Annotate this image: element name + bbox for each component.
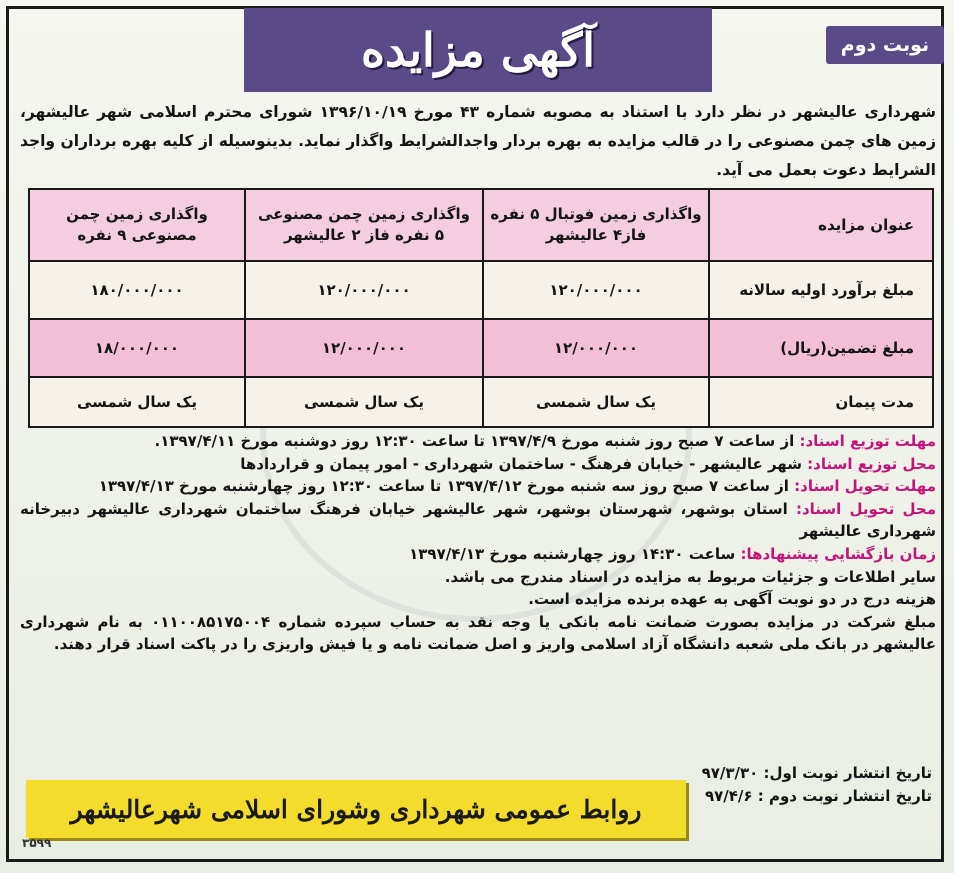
info-line <box>20 453 936 476</box>
table-cell: ۱۲۰/۰۰۰/۰۰۰ <box>483 261 709 319</box>
info-value: استان بوشهر، شهرستان بوشهر، شهر عالیشهر خیابان فرهنگ ساختمان شهرداری عالیشهر دبیرخانه شهرداری عالیشهر <box>20 499 936 541</box>
table-header-row <box>29 189 933 261</box>
notice-code: ۳۵۹۹ <box>22 836 52 850</box>
info-value: از ساعت ۷ صبح روز سه شنبه مورخ ۱۳۹۷/۴/۱۲ تا ساعت ۱۲:۳۰ روز چهارشنبه مورخ ۱۳۹۷/۴/۱۳ <box>98 477 795 496</box>
table-cell: ۱۲/۰۰۰/۰۰۰ <box>245 319 483 377</box>
notice-title: آگهی مزایده <box>360 23 596 77</box>
info-key: محل تحویل اسناد: <box>795 499 936 518</box>
table-row <box>29 377 933 427</box>
table-cell: ۱۲۰/۰۰۰/۰۰۰ <box>245 261 483 319</box>
info-line <box>20 611 936 656</box>
info-value: هزینه درج در دو نوبت آگهی به عهده برنده مزایده است. <box>528 590 936 609</box>
title-band <box>244 8 712 92</box>
info-key: مهلت تحویل اسناد: <box>794 477 936 496</box>
info-line <box>20 543 936 566</box>
footer-signature: روابط عمومی شهرداری وشورای اسلامی شهرعالیشهر <box>70 794 642 824</box>
table-cell: ۱۲/۰۰۰/۰۰۰ <box>483 319 709 377</box>
table-cell: یک سال شمسی <box>483 377 709 427</box>
info-line <box>20 430 936 453</box>
info-section <box>20 430 936 656</box>
table-row <box>29 319 933 377</box>
row-label: مبلغ تضمین(ریال) <box>709 319 933 377</box>
intro-paragraph: شهرداری عالیشهر در نظر دارد با استناد به مصوبه شماره ۴۳ مورخ ۱۳۹۶/۱۰/۱۹ شورای محترم اسلامی شهر عالیشهر، زمین های چمن مصنوعی را در قالب مزایده به بهره بردار واجدالشرایط واگذار نماید. بدینوسیله از کلیه بهره برداران واجد الشرایط دعوت بعمل می آید. <box>20 103 936 179</box>
edition-badge: نوبت دوم <box>826 26 944 64</box>
table-cell: یک سال شمسی <box>29 377 245 427</box>
table-header-cell: عنوان مزایده <box>709 189 933 261</box>
footer-band <box>26 780 686 838</box>
info-key: مهلت توزیع اسناد: <box>799 432 936 450</box>
info-key: محل توزیع اسناد: <box>807 454 936 473</box>
table-header-cell: واگذاری زمین چمن مصنوعی ۹ نفره <box>29 189 245 261</box>
info-line <box>20 475 936 498</box>
info-value: سایر اطلاعات و جزئیات مربوط به مزایده در اسناد مندرج می باشد. <box>444 567 936 586</box>
info-value: از ساعت ۷ صبح روز شنبه مورخ ۱۳۹۷/۴/۹ تا ساعت ۱۲:۳۰ روز دوشنبه مورخ ۱۳۹۷/۴/۱۱. <box>154 432 800 450</box>
table-cell: یک سال شمسی <box>245 377 483 427</box>
info-key: زمان بازگشایی پیشنهادها: <box>740 544 936 563</box>
info-line <box>20 566 936 589</box>
info-value: ساعت ۱۴:۳۰ روز چهارشنبه مورخ ۱۳۹۷/۴/۱۳ <box>409 544 741 563</box>
table-row <box>29 261 933 319</box>
table-cell: ۱۸/۰۰۰/۰۰۰ <box>29 319 245 377</box>
table-header-cell: واگذاری زمین فوتبال ۵ نفره فاز۴ عالیشهر <box>483 189 709 261</box>
publication-dates <box>682 762 932 808</box>
auction-table <box>28 188 934 428</box>
row-label: مبلغ برآورد اولیه سالانه <box>709 261 933 319</box>
row-label: مدت پیمان <box>709 377 933 427</box>
table-header-cell: واگذاری زمین چمن مصنوعی ۵ نفره فاز ۲ عالیشهر <box>245 189 483 261</box>
info-line <box>20 498 936 543</box>
info-value: مبلغ شرکت در مزایده بصورت ضمانت نامه بانکی یا وجه نقد به حساب سپرده شماره ۰۱۱۰۰۸۵۱۷۵۰۰۴ به نام شهرداری عالیشهر در بانک ملی شعبه دانشگاه آزاد اسلامی واریز و اصل ضمانت نامه و یا فیش واریزی را در پاکت اسناد قرار دهند. <box>20 612 936 654</box>
first-publication-date: تاریخ انتشار نوبت اول: ۹۷/۳/۳۰ <box>701 764 932 782</box>
table-cell: ۱۸۰/۰۰۰/۰۰۰ <box>29 261 245 319</box>
second-publication-date: تاریخ انتشار نوبت دوم : ۹۷/۴/۶ <box>704 787 932 805</box>
info-line <box>20 588 936 611</box>
info-value: شهر عالیشهر - خیابان فرهنگ - ساختمان شهرداری - امور پیمان و قراردادها <box>240 454 808 473</box>
